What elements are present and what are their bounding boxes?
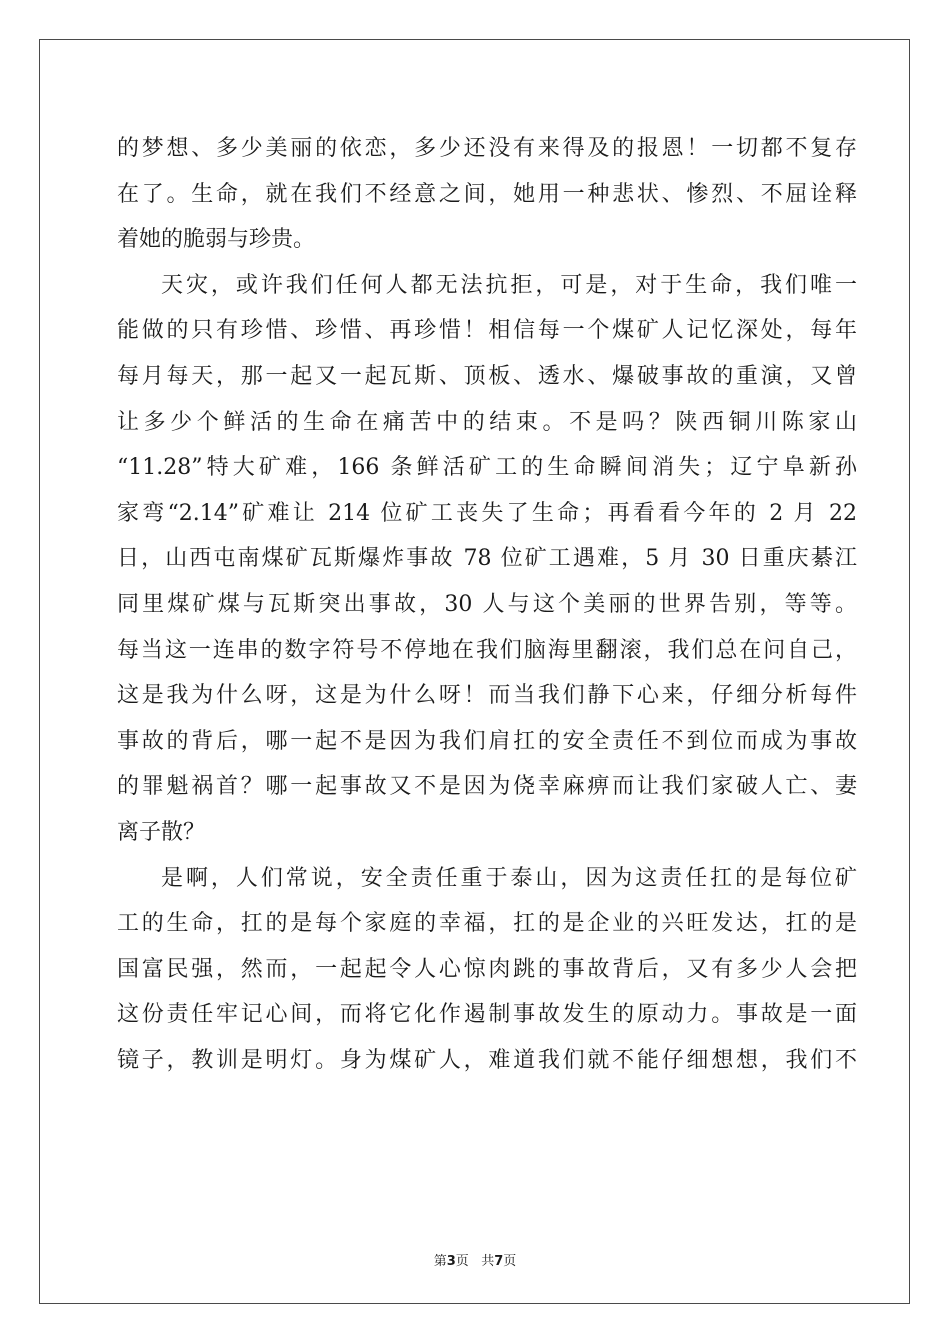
text-line: 同里煤矿煤与瓦斯突出事故，30 人与这个美丽的世界告别，等等。 xyxy=(117,591,857,617)
page-footer xyxy=(0,1250,950,1269)
text-line: 是啊，人们常说，安全责任重于泰山，因为这责任扛的是每位矿 xyxy=(161,865,857,891)
paragraph xyxy=(117,126,857,263)
document-body xyxy=(117,126,857,1083)
text-line: 着她的脆弱与珍贵。 xyxy=(117,227,316,253)
text-line: 日，山西屯南煤矿瓦斯爆炸事故 78 位矿工遇难，5 月 30 日重庆綦江 xyxy=(117,546,857,572)
paragraph xyxy=(117,856,857,1084)
text-line: 的梦想、多少美丽的依恋，多少还没有来得及的报恩！一切都不复存 xyxy=(117,136,857,161)
page-number: 3 xyxy=(446,1254,456,1269)
text-line: 这是我为什么呀，这是为什么呀！而当我们静下心来，仔细分析每件 xyxy=(117,683,857,709)
total-label-suffix: 页 xyxy=(503,1254,517,1269)
text-line: 能做的只有珍惜、珍惜、再珍惜！相信每一个煤矿人记忆深处，每年 xyxy=(117,318,857,344)
page-label-prefix: 第 xyxy=(433,1254,447,1269)
text-line: “11.28”特大矿难，166 条鲜活矿工的生命瞬间消失；辽宁阜新孙 xyxy=(117,455,857,481)
text-line: 镜子，教训是明灯。身为煤矿人，难道我们就不能仔细想想，我们不 xyxy=(117,1047,857,1073)
text-line: 这份责任牢记心间，而将它化作遏制事故发生的原动力。事故是一面 xyxy=(117,1002,857,1028)
text-line: 工的生命，扛的是每个家庭的幸福，扛的是企业的兴旺发达，扛的是 xyxy=(117,911,857,937)
text-line: 事故的背后，哪一起不是因为我们肩扛的安全责任不到位而成为事故 xyxy=(117,728,857,754)
text-line: 国富民强，然而，一起起令人心惊肉跳的事故背后，又有多少人会把 xyxy=(117,956,857,982)
text-line: 在了。生命，就在我们不经意之间，她用一种悲状、惨烈、不屈诠释 xyxy=(117,181,857,207)
paragraph xyxy=(117,263,857,856)
text-line: 家弯“2.14”矿难让 214 位矿工丧失了生命；再看看今年的 2 月 22 xyxy=(117,500,857,526)
total-pages: 7 xyxy=(494,1254,504,1269)
text-line: 让多少个鲜活的生命在痛苦中的结束。不是吗？陕西铜川陈家山 xyxy=(117,409,857,435)
text-line: 每月每天，那一起又一起瓦斯、顶板、透水、爆破事故的重演，又曾 xyxy=(117,363,857,389)
text-line: 离子散？ xyxy=(117,819,206,845)
page-label-suffix: 页 xyxy=(455,1254,469,1269)
text-line: 每当这一连串的数字符号不停地在我们脑海里翻滚，我们总在问自己， xyxy=(117,637,857,663)
total-label-prefix: 共 xyxy=(481,1254,495,1269)
text-line: 天灾，或许我们任何人都无法抗拒，可是，对于生命，我们唯一 xyxy=(161,272,857,298)
text-line: 的罪魁祸首？哪一起事故又不是因为侥幸麻痹而让我们家破人亡、妻 xyxy=(117,774,857,800)
